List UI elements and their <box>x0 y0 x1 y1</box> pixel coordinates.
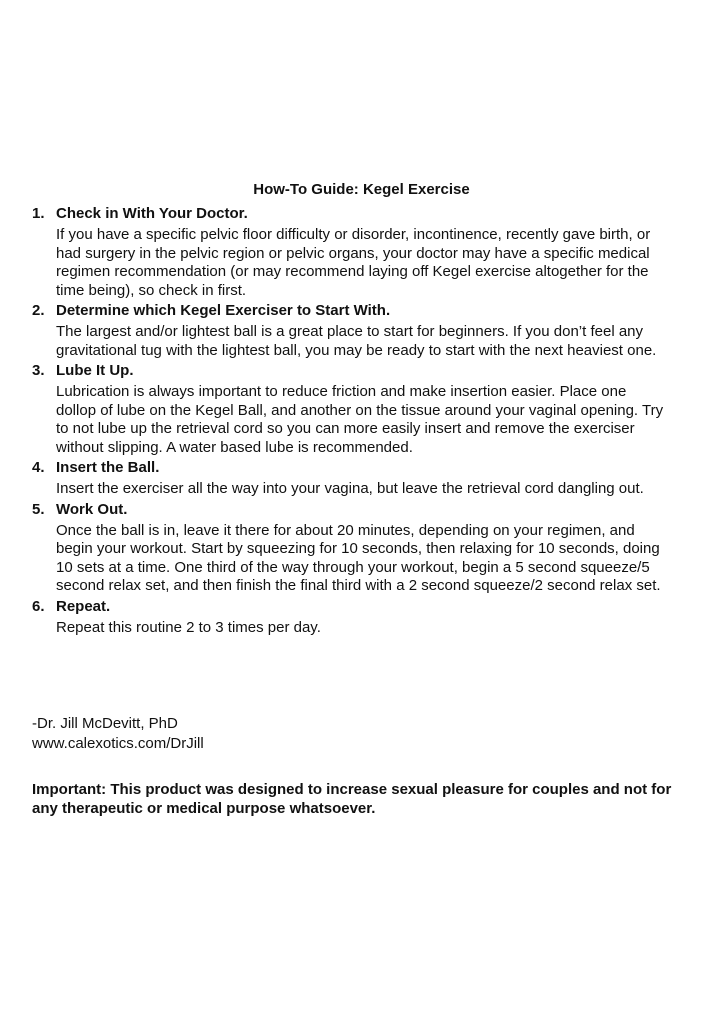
step-number: 4. <box>32 459 45 476</box>
step-body: Repeat this routine 2 to 3 times per day. <box>56 618 321 636</box>
document-title: How-To Guide: Kegel Exercise <box>253 181 470 198</box>
step-item <box>32 204 692 300</box>
step-body: Lubrication is always important to reduce friction and make insertion easier. Place one dollop of lube on the Kegel Ball, and another on the tissue around your vaginal opening. Try to not lube up the retrieval cord so you can more easily insert and remove the exerciser without slipping. A water based lube is recommended. <box>56 383 664 456</box>
step-item <box>32 458 692 499</box>
step-heading: Check in With Your Doctor. <box>56 205 248 222</box>
step-heading: Repeat. <box>56 597 111 615</box>
step-item <box>32 500 692 596</box>
step-body: Once the ball is in, leave it there for about 20 minutes, depending on your regimen, and begin your workout. Start by squeezing for 10 seconds, then relaxing for 10 seconds, doing 10 sets at a time. One third of the way through your workout, begin a 5 second squeeze/5 second relax set, and then finish the final third with a 2 second squeeze/2 second relax set. <box>56 521 661 594</box>
important-disclaimer: Important: This product was designed to increase sexual pleasure for couples and not for any therapeutic or medical purpose whatsoever. <box>32 781 672 817</box>
step-heading: Insert the Ball. <box>56 459 160 476</box>
step-number: 2. <box>32 302 45 319</box>
step-heading: Determine which Kegel Exerciser to Start With. <box>56 302 391 319</box>
step-heading: Work Out. <box>56 500 128 518</box>
step-number: 5. <box>32 500 45 518</box>
step-body: If you have a specific pelvic floor difficulty or disorder, incontinence, recently gave birth, or had surgery in the pelvic region or pelvic organs, your doctor may have a specific medical regimen recommendation (or may recommend laying off Kegel exercise altogether for the time being), so check in first. <box>56 226 651 299</box>
step-heading: Lube It Up. <box>56 362 134 379</box>
step-item <box>32 597 692 638</box>
signoff-block <box>32 714 204 754</box>
step-body: Insert the exerciser all the way into your vagina, but leave the retrieval cord dangling out. <box>56 480 644 497</box>
website-link: www.calexotics.com/DrJill <box>32 735 204 752</box>
step-body: The largest and/or lightest ball is a great place to start for beginners. If you don’t feel any gravitational tug with the lightest ball, you may be ready to start with the next heaviest one. <box>56 323 657 359</box>
step-item <box>32 301 692 360</box>
step-number: 6. <box>32 597 45 615</box>
steps-list <box>32 204 692 638</box>
step-number: 3. <box>32 362 45 379</box>
step-number: 1. <box>32 205 45 222</box>
step-item <box>32 361 692 457</box>
author-signature: -Dr. Jill McDevitt, PhD <box>32 715 178 732</box>
